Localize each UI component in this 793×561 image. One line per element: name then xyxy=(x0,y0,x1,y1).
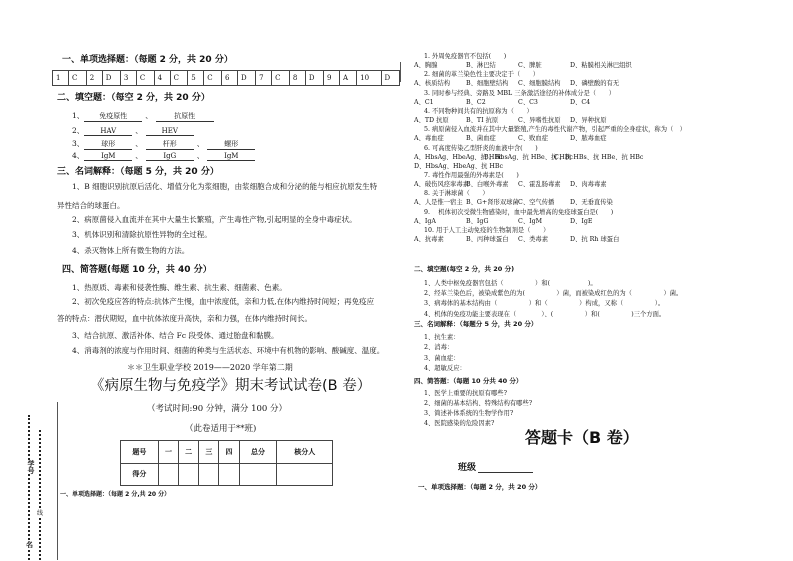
option: A、抗毒素 xyxy=(414,236,444,243)
answer-card-title: 答题卡（B 卷） xyxy=(525,428,639,447)
question-line: 4. 不同物种间共有的抗原称为（ ） xyxy=(424,107,533,115)
option: B、IgG xyxy=(466,217,489,225)
fill-blank-answer: IgM xyxy=(84,152,132,161)
question-line: 2. 细菌的革兰染色性主要决定于（ ） xyxy=(424,71,540,79)
fill-question: 1、人类中枢免疫器官包括（ ）和( )。 xyxy=(424,280,597,287)
score-header-cell: 一 xyxy=(158,441,178,464)
definition-line: 异性结合的球蛋白。 xyxy=(57,201,125,210)
score-cell[interactable] xyxy=(158,463,178,486)
fill-blank-answer: IgG xyxy=(146,152,194,161)
fill-number: 1、 xyxy=(72,111,85,120)
short-question: 2、细菌的基本结构、特殊结构有哪些? xyxy=(424,400,533,407)
fill-blank-answer: HAV xyxy=(84,127,132,136)
definition-line: 2、病原菌侵入血流并在其中大量生长繁殖，产生毒性产物,引起明显的全身中毒症状。 xyxy=(72,215,357,224)
question-options xyxy=(414,97,590,106)
question-options xyxy=(414,234,619,243)
separator: 、 xyxy=(135,139,143,148)
score-header-cell: 二 xyxy=(179,441,199,464)
definition-term: 4、超敏反应： xyxy=(424,364,466,372)
score-cell[interactable] xyxy=(199,463,219,486)
score-cell[interactable] xyxy=(219,463,239,486)
definition-term: 3、菌血症： xyxy=(424,354,460,362)
score-header-cell: 四 xyxy=(219,441,239,464)
score-cell[interactable] xyxy=(277,463,333,486)
section-1-heading-small: 一、单项选择题：（每题 2 分,共 20 分） xyxy=(60,491,171,498)
score-cell[interactable] xyxy=(239,463,277,486)
option: B、淋巴结 xyxy=(466,62,496,70)
option: A、胸腺 xyxy=(414,62,438,70)
option: B、细胞壁结构 xyxy=(466,80,509,88)
score-header-cell: 核分人 xyxy=(277,441,333,464)
answer-cell: 1 xyxy=(53,71,69,86)
score-header-cell: 总分 xyxy=(239,441,277,464)
section-2-heading: 二、填空题：（每空 2 分，共 20 分） xyxy=(57,93,210,103)
section-1-heading: 一、单项选择题：（每题 2 分，共 20 分） xyxy=(62,55,233,65)
answer-cell: D xyxy=(237,71,255,86)
option: B、TI 抗原 xyxy=(466,117,499,125)
question-line: 1. 外周免疫器官不包括( ) xyxy=(424,53,507,60)
option: A、毒血症 xyxy=(414,135,444,143)
answer-cell: D xyxy=(381,71,399,86)
answer-cell: 6 xyxy=(221,71,237,86)
fill-blank-answer: 杆形 xyxy=(146,139,194,150)
option: A、破伤风痉挛毒素 xyxy=(414,181,469,189)
score-header-cell: 题号 xyxy=(121,441,159,464)
option: B、菌血症 xyxy=(466,135,496,143)
option: D、抗 Rh 球蛋白 xyxy=(570,236,620,243)
answer-cell: 5 xyxy=(188,71,204,86)
question-line: 9. 机体初次受微生物感染时，血中最先增高的免疫球蛋白是( ) xyxy=(424,208,614,216)
option: D、无垂直传染 xyxy=(570,199,613,207)
answer-cell: 4 xyxy=(154,71,170,86)
answer-cell: C xyxy=(69,71,87,86)
answer-table xyxy=(52,70,400,86)
exam-title: 《病原生物与免疫学》期末考试试卷(B 卷） xyxy=(90,378,372,394)
option: C、类毒素 xyxy=(518,236,549,243)
short-question: 1、医学上重要的抗原有哪些? xyxy=(424,390,507,397)
question-line: 6. 可高度传染乙型肝炎的血液中含( ) xyxy=(424,144,538,152)
option: C、霍乱肠毒素 xyxy=(518,181,561,189)
question-line: 10. 用于人工主动免疫的生物制剂是（ ） xyxy=(424,226,550,234)
option: B、G+肾形双球菌 xyxy=(466,199,519,207)
option: C、细胞膜结构 xyxy=(518,80,561,88)
separator: 、 xyxy=(196,151,205,160)
score-header-cell: 三 xyxy=(199,441,219,464)
question-options xyxy=(414,133,607,142)
option: C、空气传播 xyxy=(518,199,555,207)
short-answer-line: 2、初次免疫应答的特点:抗体产生慢，血中浓度低，亲和力低,在体内维持时间短；再免疫应 xyxy=(72,297,375,306)
answer-cell: 3 xyxy=(120,71,136,86)
fill-blank-answer: HEV xyxy=(146,127,194,136)
right-section-4-heading: 四、简答题：（每题 10 分共 40 分） xyxy=(414,377,523,385)
fill-answer-row xyxy=(72,110,214,122)
option: D、IgE xyxy=(570,217,593,225)
answer-cell: C xyxy=(204,71,222,86)
option: D、脓毒血症 xyxy=(570,135,607,143)
answer-cell: A xyxy=(340,71,357,86)
question-line: 3. 同时参与经典、旁路及 MBL 三条激活途径的补体成分是（ ） xyxy=(424,89,615,97)
binding-dots xyxy=(37,430,44,560)
question-options xyxy=(414,152,643,161)
right-section-1-heading: 一、单项选择题：（每题 2 分，共 20 分） xyxy=(418,483,542,491)
column-divider xyxy=(400,62,401,82)
question-options xyxy=(414,115,607,124)
question-options xyxy=(414,216,592,225)
line-label: 线 xyxy=(37,510,44,517)
score-table xyxy=(120,440,333,486)
fill-blank-answer: IgM xyxy=(207,152,255,161)
answer-cell: D xyxy=(305,71,323,86)
separator: 、 xyxy=(196,139,205,148)
option: B、白喉外毒素 xyxy=(466,181,509,189)
question-line: 7. 毒性作用最强的外毒素是( ) xyxy=(424,171,519,179)
fill-answer-row xyxy=(72,125,194,136)
right-section-3-heading: 三、名词解释：（每题分 5 分，共 20 分） xyxy=(414,320,538,328)
fill-blank-answer: 球形 xyxy=(84,139,132,150)
option: C、异嗜性抗原 xyxy=(518,117,561,125)
name-label: 名 xyxy=(26,541,33,549)
short-answer-line: 1、热原质、毒素和侵袭性酶、维生素、抗生素、细菌素、色素。 xyxy=(72,283,287,292)
fill-question: 4、机体的免疫功能主要表现在（ ）、( ）和( )三个方面。 xyxy=(424,310,666,318)
option: A、IgA xyxy=(414,217,436,225)
short-answer-line: 3、结合抗原、激活补体、结合 Fc 段受体、通过胎盘和黏膜。 xyxy=(72,331,279,340)
fill-blank-answer: 抗原性 xyxy=(156,111,214,122)
short-question: 3、简述补体系统的生物学作用? xyxy=(424,410,514,417)
option: B、C2 xyxy=(466,98,486,106)
answer-cell: D xyxy=(102,71,120,86)
option: A、人是惟一宿主 xyxy=(414,199,463,207)
question-options xyxy=(414,179,607,188)
option: A、HbsAg、HbeAg、抗 HBc xyxy=(414,153,503,161)
question-line: 8. 关于淋球菌（ ） xyxy=(424,190,489,198)
definition-term: 1、抗生素： xyxy=(424,334,460,341)
option: A、核质结构 xyxy=(414,80,451,88)
option: C、抗 HBs、抗 HBe、抗 HBc xyxy=(554,153,644,161)
fill-blank-answer: 免疫原性 xyxy=(84,111,142,122)
binding-line xyxy=(57,402,58,560)
option: C、C3 xyxy=(518,98,538,106)
option: D、磷壁酸的有无 xyxy=(570,80,620,88)
definition-line: 4、杀灭物体上所有微生物的方法。 xyxy=(72,246,190,255)
question-line: 5. 病原菌侵入血流并在其中大量繁殖,产生的毒性代谢产物，引起严重的全身症状，称为（ ） xyxy=(424,126,686,134)
option: D、肉毒毒素 xyxy=(570,181,607,189)
class-label: 班级 xyxy=(458,463,477,473)
definition-line: 3、机体识别和清除抗原性异物的全过程。 xyxy=(72,230,212,239)
option: C、败血症 xyxy=(518,135,549,143)
short-answer-line: 答的特点：潜伏期短，血中抗体浓度升高快，亲和力强，在体内维持时间长。 xyxy=(57,314,312,323)
fill-answer-row xyxy=(72,150,255,161)
separator: 、 xyxy=(135,126,143,135)
fill-number: 4、 xyxy=(72,151,85,160)
option: A、C1 xyxy=(414,98,434,106)
option: D、异种抗原 xyxy=(570,117,607,125)
option: B、丙种球蛋白 xyxy=(466,236,509,243)
fill-blank-answer: 螺形 xyxy=(207,139,255,150)
answer-cell: 7 xyxy=(256,71,272,86)
school-line: ＊＊卫生职业学校 2019——2020 学年第二期 xyxy=(127,363,293,372)
option: C、IgM xyxy=(518,217,543,225)
option: C、脾脏 xyxy=(518,62,542,70)
exam-time: （考试时间:90 分钟，满分 100 分） xyxy=(147,404,288,414)
section-3-heading: 三、名词解释：（每题 5 分，共 20 分） xyxy=(57,167,219,177)
right-section-2-heading: 二、填空题(每空 2 分，共 20 分) xyxy=(414,265,515,273)
option: D、C4 xyxy=(570,98,591,106)
fill-number: 2、 xyxy=(72,126,85,135)
short-question: 4、医院感染的危险因素? xyxy=(424,420,495,427)
answer-cell: C xyxy=(170,71,188,86)
answer-cell: C xyxy=(272,71,290,86)
question-options xyxy=(414,60,632,69)
score-row-label: 得分 xyxy=(121,463,159,486)
definition-line: 1、B 细胞识别抗原后活化、增值分化为浆细胞，由浆细胞合成和分泌的能与相应抗原发生特 xyxy=(72,182,378,191)
definition-term: 2、消毒： xyxy=(424,344,454,352)
option: D、粘膜相关淋巴组织 xyxy=(570,62,632,70)
fill-answer-row xyxy=(72,138,255,150)
option: A、TD 抗原 xyxy=(414,117,449,125)
question-line: D、HbsAg、HbeAg、抗 HBc xyxy=(414,162,504,170)
separator: 、 xyxy=(135,151,143,160)
answer-cell: 8 xyxy=(289,71,305,86)
answer-cell: C xyxy=(136,71,154,86)
fill-question: 3、病毒体的基本结构由（ ）和（ ）构成，又称（ ）。 xyxy=(424,300,665,308)
separator: 、 xyxy=(145,111,153,120)
class-field[interactable] xyxy=(478,472,533,473)
question-options xyxy=(414,78,619,87)
applies-to: （此卷适用于**班) xyxy=(185,424,257,434)
option: B、HbsAg、抗 HBe、抗 HBc xyxy=(484,153,573,161)
section-4-heading: 四、简答题(每题 10 分，共 40 分） xyxy=(62,265,212,275)
question-options xyxy=(414,197,613,206)
answer-cell: 9 xyxy=(324,71,340,86)
answer-cell: 2 xyxy=(86,71,102,86)
short-answer-line: 4、消毒剂的浓度与作用时间、细菌的种类与生活状态、环境中有机物的影响、酸碱度、温度。 xyxy=(72,346,385,355)
score-cell[interactable] xyxy=(179,463,199,486)
binding-dots xyxy=(28,415,30,560)
answer-cell: 10 xyxy=(357,71,381,86)
fill-number: 3、 xyxy=(72,139,85,148)
student-no-label: 学号 xyxy=(27,460,35,474)
fill-question: 2、经革兰染色后，被染成紫色的为( ）菌，而被染成红色的为（ ）菌。 xyxy=(424,290,683,298)
